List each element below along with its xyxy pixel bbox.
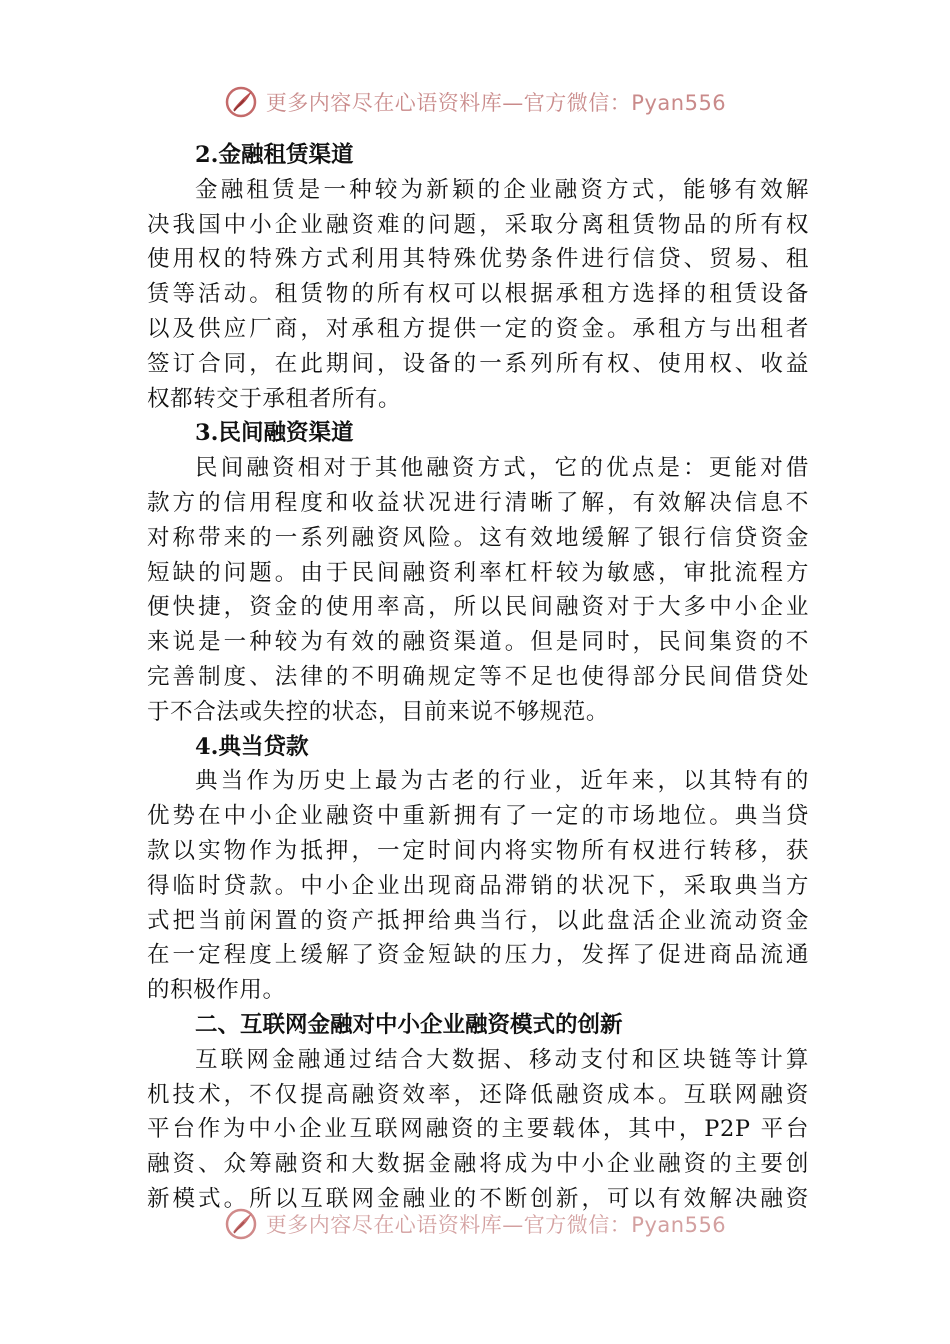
header-watermark-text: 更多内容尽在心语资料库—官方微信：Pyan556 <box>265 91 727 115</box>
section-paragraph <box>147 764 809 1008</box>
section-heading: 二、互联网金融对中小企业融资模式的创新 <box>195 1011 623 1038</box>
paragraph-line: 签订合同，在此期间，设备的一系列所有权、使用权、收益 <box>147 350 809 377</box>
paragraph-line: 完善制度、法律的不明确规定等不足也使得部分民间借贷处 <box>147 663 809 690</box>
section-paragraph <box>147 1043 809 1217</box>
feather-seal-logo-icon <box>224 85 258 119</box>
section-heading: 3.民间融资渠道 <box>195 420 354 447</box>
paragraph-line: 的积极作用。 <box>147 977 286 1004</box>
paragraph-line: 短缺的问题。由于民间融资利率杠杆较为敏感，审批流程方 <box>147 559 809 586</box>
paragraph-line: 便快捷，资金的使用率高，所以民间融资对于大多中小企业 <box>147 594 809 621</box>
paragraph-line: 式把当前闲置的资产抵押给典当行，以此盘活企业流动资金 <box>147 907 809 934</box>
section-heading: 2.金融租赁渠道 <box>195 142 354 168</box>
paragraph-line: 金融租赁是一种较为新颖的企业融资方式，能够有效解 <box>195 176 809 203</box>
paragraph-line: 赁等活动。租赁物的所有权可以根据承租方选择的租赁设备 <box>147 281 809 308</box>
paragraph-line: 款方的信用程度和收益状况进行清晰了解，有效解决信息不 <box>147 489 809 516</box>
footer-watermark-text: 更多内容尽在心语资料库—官方微信：Pyan556 <box>265 1213 727 1237</box>
paragraph-line: 使用权的特殊方式利用其特殊优势条件进行信贷、贸易、租 <box>147 246 809 273</box>
document-body <box>147 138 809 1217</box>
paragraph-line: 款以实物作为抵押，一定时间内将实物所有权进行转移，获 <box>147 837 809 864</box>
paragraph-line: 得临时贷款。中小企业出现商品滞销的状况下，采取典当方 <box>147 872 809 899</box>
paragraph-line: 在一定程度上缓解了资金短缺的压力，发挥了促进商品流通 <box>147 942 809 969</box>
feather-seal-logo-icon <box>224 1207 258 1241</box>
section-paragraph <box>147 173 809 417</box>
paragraph-line: 互联网金融通过结合大数据、移动支付和区块链等计算 <box>195 1046 809 1073</box>
paragraph-line: 融资、众筹融资和大数据金融将成为中小企业融资的主要创 <box>147 1151 809 1178</box>
paragraph-line: 优势在中小企业融资中重新拥有了一定的市场地位。典当贷 <box>147 803 809 830</box>
paragraph-line: 对称带来的一系列融资风险。这有效地缓解了银行信贷资金 <box>147 524 809 551</box>
paragraph-line: 民间融资相对于其他融资方式，它的优点是：更能对借 <box>195 455 809 482</box>
header-watermark <box>0 82 950 122</box>
paragraph-line: 平台作为中小企业互联网融资的主要载体，其中，P2P 平台 <box>147 1116 809 1143</box>
paragraph-line: 来说是一种较为有效的融资渠道。但是同时，民间集资的不 <box>147 629 809 656</box>
paragraph-line: 机技术，不仅提高融资效率，还降低融资成本。互联网融资 <box>147 1081 809 1108</box>
section-heading: 4.典当贷款 <box>195 733 309 760</box>
section-paragraph <box>147 451 809 729</box>
paragraph-line: 典当作为历史上最为古老的行业，近年来，以其特有的 <box>195 768 809 795</box>
paragraph-line: 权都转交于承租者所有。 <box>147 385 402 412</box>
paragraph-line: 于不合法或失控的状态，目前来说不够规范。 <box>147 698 610 725</box>
paragraph-line: 新模式。所以互联网金融业的不断创新，可以有效解决融资 <box>147 1185 809 1212</box>
footer-watermark <box>0 1204 950 1244</box>
paragraph-line: 以及供应厂商，对承租方提供一定的资金。承租方与出租者 <box>147 315 809 342</box>
paragraph-line: 决我国中小企业融资难的问题，采取分离租赁物品的所有权 <box>147 211 809 238</box>
